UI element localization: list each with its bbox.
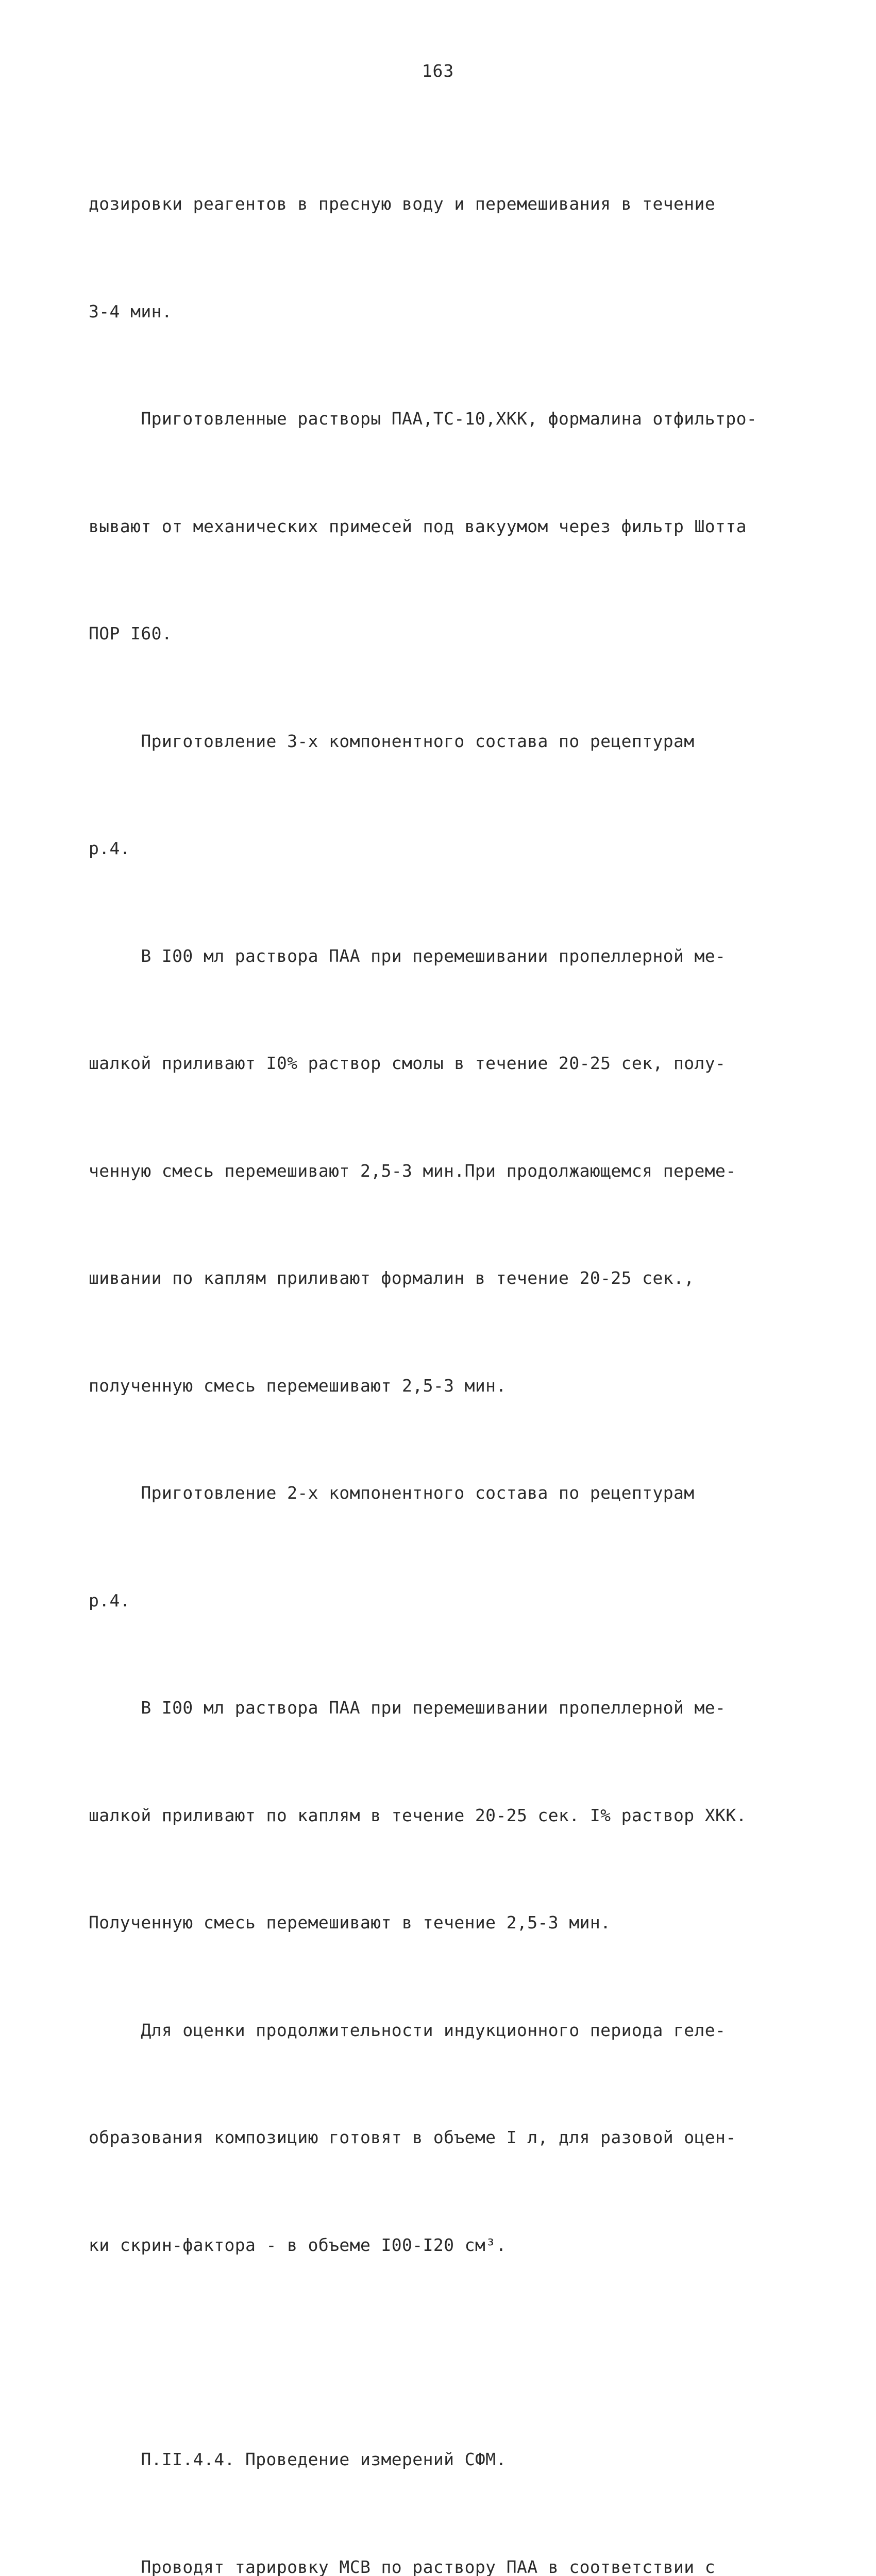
text-line: Приготовление 2-х компонентного состава по рецептурам [89, 1475, 810, 1511]
text-line: вывают от механических примесей под вакуумом через фильтр Шотта [89, 509, 810, 545]
text-line: шалкой приливают I0% раствор смолы в течение 20-25 сек, полу- [89, 1045, 810, 1081]
text-line: Для оценки продолжительности индукционного периода геле- [89, 2012, 810, 2048]
section-heading: П.II.4.4. Проведение измерений СФМ. [89, 2442, 810, 2478]
text-line: Проводят тарировку МСВ по раствору ПАА в соответствии с [89, 2549, 810, 2576]
text-line: полученную смесь перемешивают 2,5-3 мин. [89, 1368, 810, 1404]
text-line: р.4. [89, 1583, 810, 1619]
text-line: образования композицию готовят в объеме I л, для разовой оцен- [89, 2120, 810, 2156]
text-line: 3-4 мин. [89, 294, 810, 330]
text-line: ченную смесь перемешивают 2,5-3 мин.При продолжающемся переме- [89, 1153, 810, 1189]
text-line: шалкой приливают по каплям в течение 20-25 сек. I% раствор ХКК. [89, 1798, 810, 1834]
text-line: Приготовленные растворы ПАА,ТС-10,ХКК, формалина отфильтро- [89, 401, 810, 437]
text-line: дозировки реагентов в пресную воду и перемешивания в течение [89, 186, 810, 222]
text-line: ки скрин-фактора - в объеме I00-I20 см³. [89, 2227, 810, 2263]
text-line: Полученную смесь перемешивают в течение 2,5-3 мин. [89, 1905, 810, 1941]
text-line: р.4. [89, 831, 810, 867]
text-line: В I00 мл раствора ПАА при перемешивании пропеллерной ме- [89, 1690, 810, 1726]
paragraph-gap [89, 2334, 810, 2370]
text-line: ПОР I60. [89, 616, 810, 652]
text-line: Приготовление 3-х компонентного состава по рецептурам [89, 723, 810, 759]
page-number: 163 [0, 61, 876, 81]
body-text [89, 114, 810, 2576]
text-line: шивании по каплям приливают формалин в течение 20-25 сек., [89, 1260, 810, 1296]
document-page [0, 0, 876, 1277]
text-line: В I00 мл раствора ПАА при перемешивании пропеллерной ме- [89, 938, 810, 974]
